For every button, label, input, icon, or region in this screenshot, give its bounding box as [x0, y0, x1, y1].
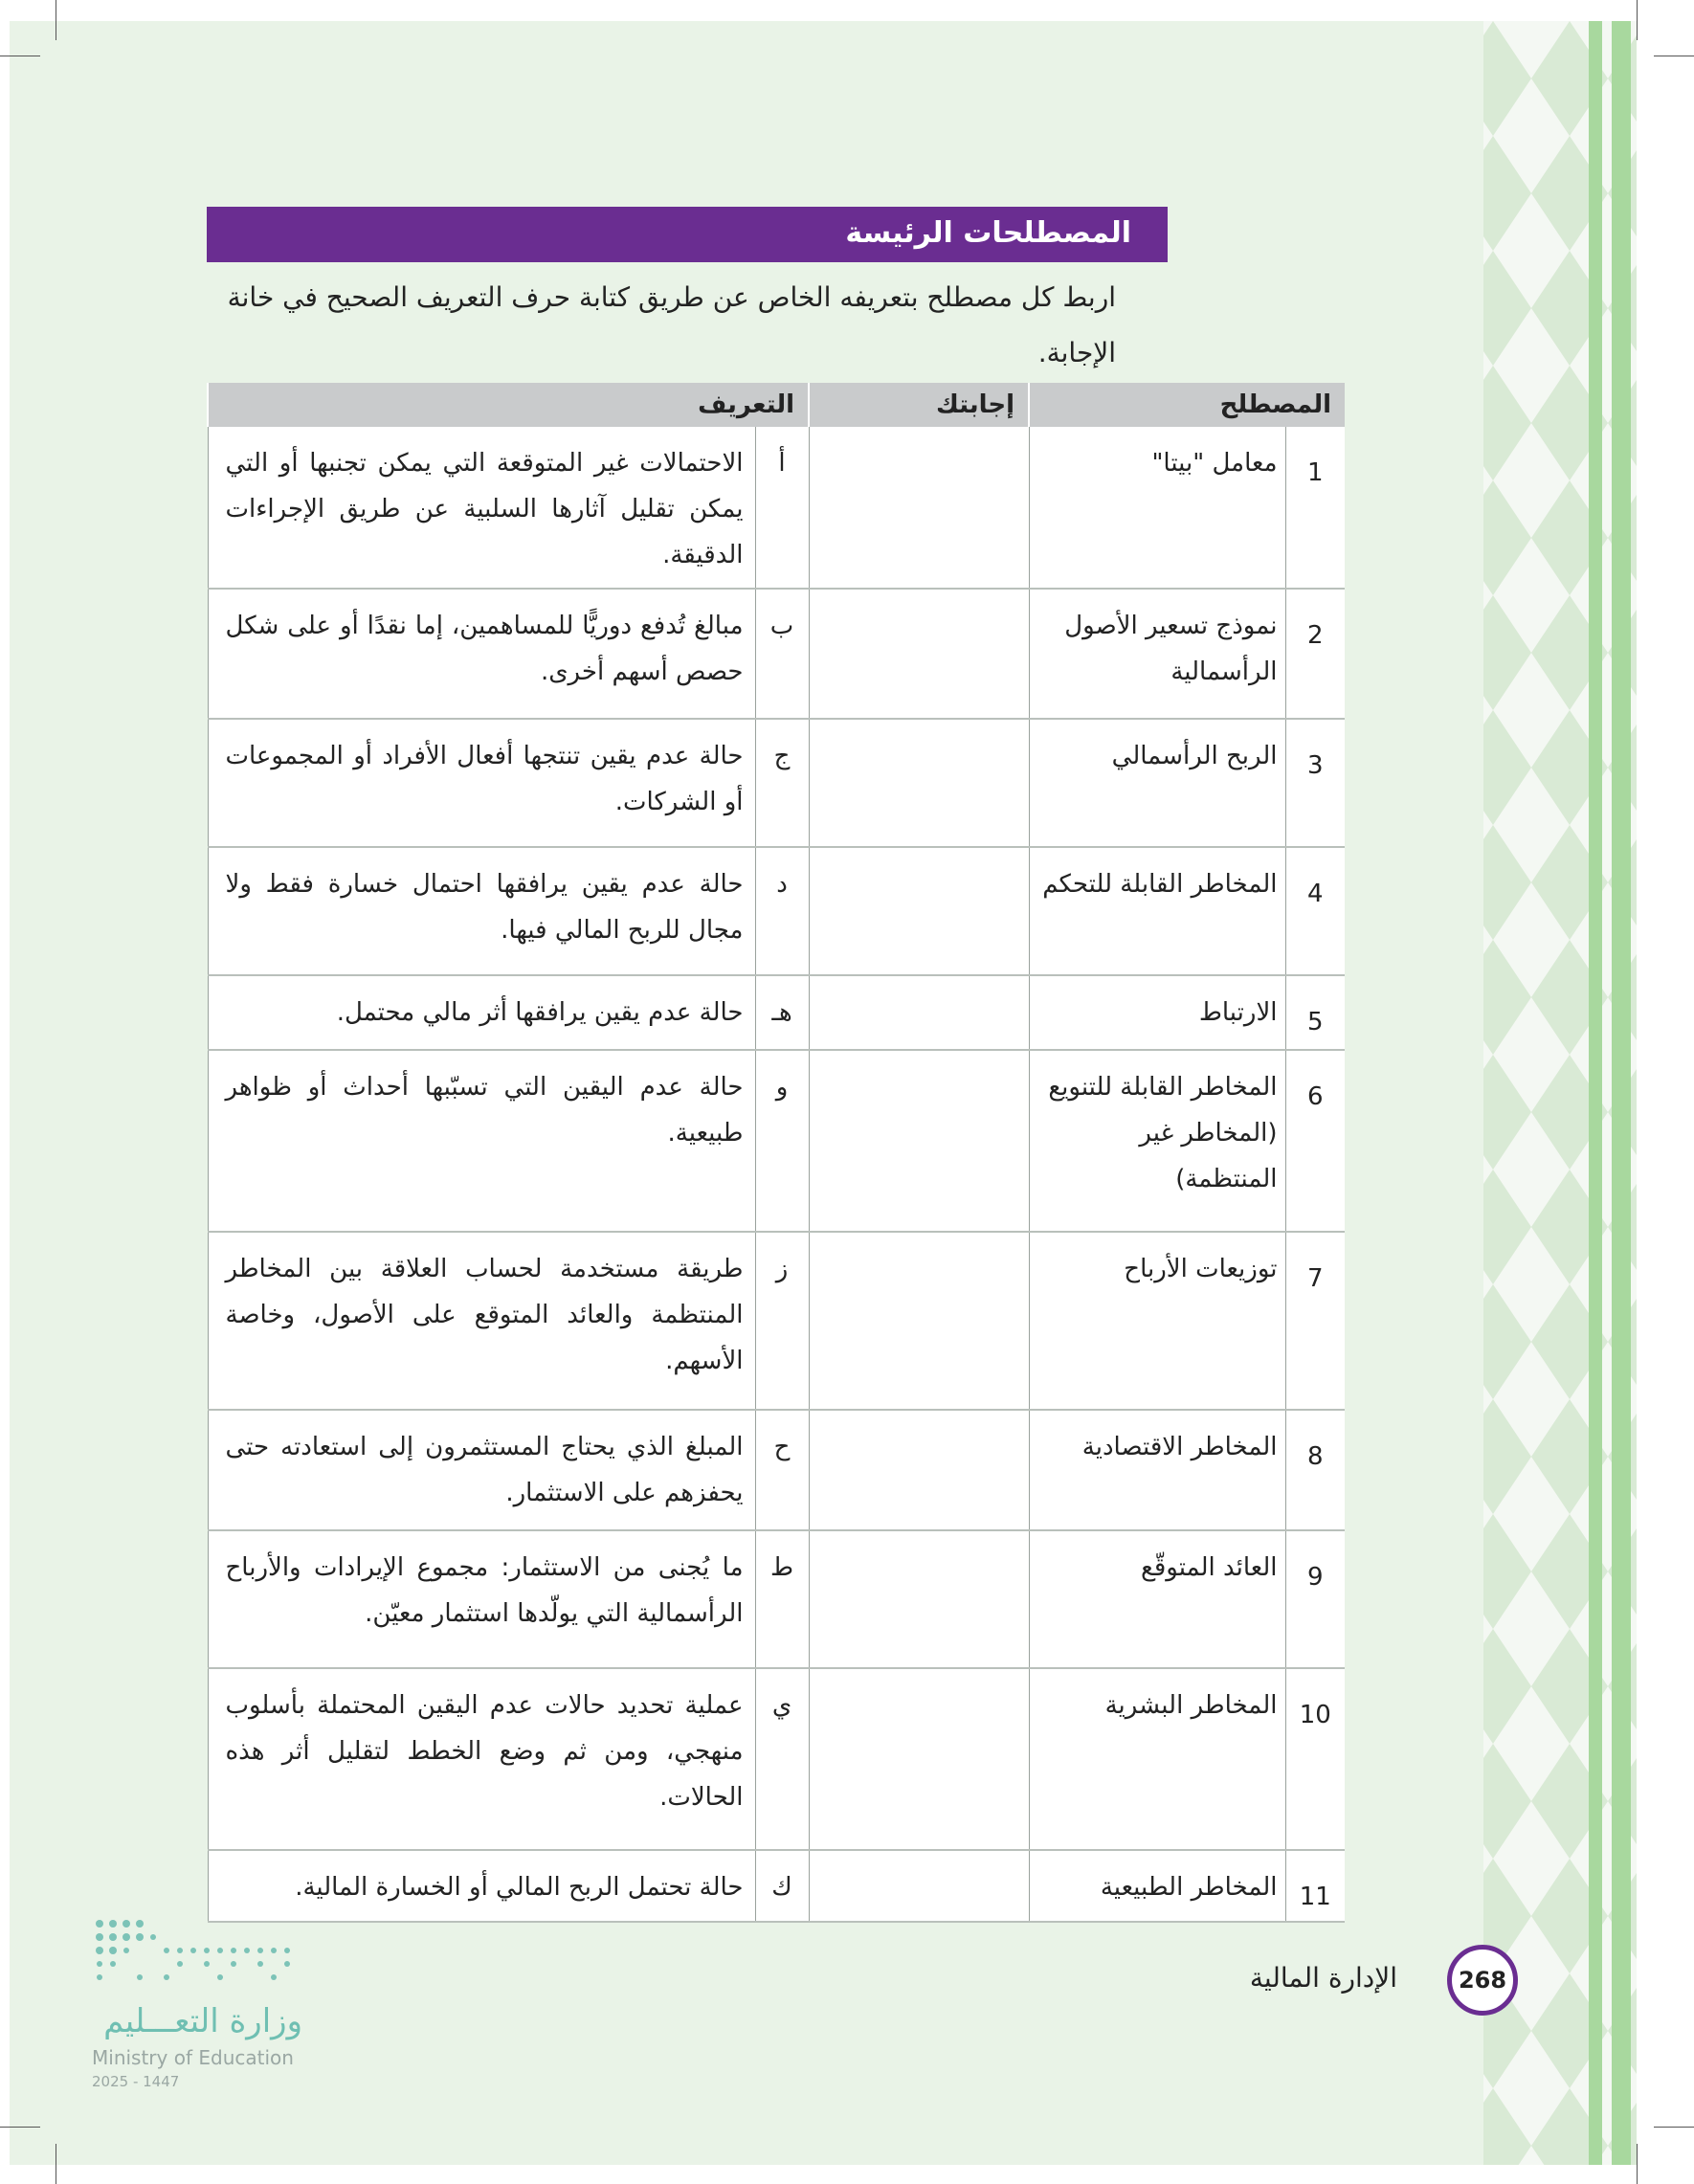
row-number: 11: [1285, 1850, 1345, 1922]
definition-letter: أ: [755, 427, 809, 589]
row-number: 7: [1285, 1232, 1345, 1410]
row-number: 1: [1285, 427, 1345, 589]
answer-cell[interactable]: [809, 1850, 1029, 1922]
terms-table: [207, 383, 1345, 1923]
term-cell: المخاطر البشرية: [1029, 1668, 1285, 1850]
crop-mark: [0, 2127, 40, 2128]
header-term: المصطلح: [1029, 383, 1345, 427]
answer-cell[interactable]: [809, 719, 1029, 847]
answer-cell[interactable]: [809, 847, 1029, 975]
table-row: [208, 1850, 1345, 1922]
definition-letter: د: [755, 847, 809, 975]
row-number: 8: [1285, 1410, 1345, 1530]
answer-cell[interactable]: [809, 1668, 1029, 1850]
definition-letter: ك: [755, 1850, 809, 1922]
term-cell: معامل "بيتا": [1029, 427, 1285, 589]
row-number: 6: [1285, 1050, 1345, 1232]
definition-letter: هـ: [755, 975, 809, 1050]
definition-letter: ي: [755, 1668, 809, 1850]
header-answer: إجابتك: [809, 383, 1029, 427]
definition-cell: حالة عدم يقين يرافقها احتمال خسارة فقط ولا مجال للربح المالي فيها.: [208, 847, 755, 975]
definition-letter: ج: [755, 719, 809, 847]
row-number: 9: [1285, 1530, 1345, 1668]
term-cell: المخاطر الطبيعية: [1029, 1850, 1285, 1922]
crop-mark: [1654, 2127, 1694, 2128]
table-row: [208, 1232, 1345, 1410]
table-row: [208, 1530, 1345, 1668]
definition-letter: ط: [755, 1530, 809, 1668]
definition-letter: و: [755, 1050, 809, 1232]
definition-cell: حالة عدم يقين تنتجها أفعال الأفراد أو المجموعات أو الشركات.: [208, 719, 755, 847]
term-cell: المخاطر القابلة للتنويع (المخاطر غير المنتظمة): [1029, 1050, 1285, 1232]
term-cell: العائد المتوقّع: [1029, 1530, 1285, 1668]
table-header-row: [208, 383, 1345, 427]
definition-cell: حالة تحتمل الربح المالي أو الخسارة المالية.: [208, 1850, 755, 1922]
header-definition: التعريف: [208, 383, 809, 427]
row-number: 2: [1285, 589, 1345, 719]
instructions-text: اربط كل مصطلح بتعريفه الخاص عن طريق كتابة حرف التعريف الصحيح في خانة الإجابة.: [227, 281, 1116, 368]
section-title: المصطلحات الرئيسة: [207, 207, 1168, 262]
definition-letter: ب: [755, 589, 809, 719]
answer-cell[interactable]: [809, 427, 1029, 589]
definition-cell: المبلغ الذي يحتاج المستثمرون إلى استعادته حتى يحفزهم على الاستثمار.: [208, 1410, 755, 1530]
logo-arabic-text: وزارة التعـــليم: [103, 2002, 302, 2040]
table-row: [208, 1050, 1345, 1232]
decorative-pattern-band: [1483, 21, 1637, 2165]
crop-mark: [1637, 0, 1638, 40]
definition-cell: ما يُجنى من الاستثمار: مجموع الإيرادات والأرباح الرأسمالية التي يولّدها استثمار معيّن.: [208, 1530, 755, 1668]
definition-cell: حالة عدم اليقين التي تسبّبها أحداث أو ظواهر طبيعية.: [208, 1050, 755, 1232]
answer-cell[interactable]: [809, 589, 1029, 719]
answer-cell[interactable]: [809, 1232, 1029, 1410]
term-cell: الربح الرأسمالي: [1029, 719, 1285, 847]
table-row: [208, 1668, 1345, 1850]
definition-cell: عملية تحديد حالات عدم اليقين المحتملة بأسلوب منهجي، ومن ثم وضع الخطط لتقليل أثر هذه الحالات.: [208, 1668, 755, 1850]
row-number: 4: [1285, 847, 1345, 975]
definition-cell: طريقة مستخدمة لحساب العلاقة بين المخاطر المنتظمة والعائد المتوقع على الأصول، وخاصة الأسهم.: [208, 1232, 755, 1410]
term-cell: الارتباط: [1029, 975, 1285, 1050]
answer-cell[interactable]: [809, 1410, 1029, 1530]
table-row: [208, 427, 1345, 589]
definition-cell: الاحتمالات غير المتوقعة التي يمكن تجنبها أو التي يمكن تقليل آثارها السلبية عن طريق الإجراءات الدقيقة.: [208, 427, 755, 589]
chapter-title: الإدارة المالية: [1249, 1962, 1397, 1994]
term-cell: توزيعات الأرباح: [1029, 1232, 1285, 1410]
table-row: [208, 589, 1345, 719]
table-row: [208, 847, 1345, 975]
logo-english-text: Ministry of Education: [92, 2046, 294, 2069]
row-number: 10: [1285, 1668, 1345, 1850]
table-row: [208, 719, 1345, 847]
definition-letter: ز: [755, 1232, 809, 1410]
page-number: 268: [1447, 1945, 1518, 2016]
crop-mark: [1637, 2144, 1638, 2184]
answer-cell[interactable]: [809, 1530, 1029, 1668]
term-cell: المخاطر الاقتصادية: [1029, 1410, 1285, 1530]
row-number: 3: [1285, 719, 1345, 847]
definition-cell: حالة عدم يقين يرافقها أثر مالي محتمل.: [208, 975, 755, 1050]
definition-cell: مبالغ تُدفع دوريًّا للمساهمين، إما نقدًا أو على شكل حصص أسهم أخرى.: [208, 589, 755, 719]
definition-letter: ح: [755, 1410, 809, 1530]
answer-cell[interactable]: [809, 975, 1029, 1050]
table-row: [208, 1410, 1345, 1530]
answer-cell[interactable]: [809, 1050, 1029, 1232]
row-number: 5: [1285, 975, 1345, 1050]
term-cell: نموذج تسعير الأصول الرأسمالية: [1029, 589, 1285, 719]
term-cell: المخاطر القابلة للتحكم: [1029, 847, 1285, 975]
table-row: [208, 975, 1345, 1050]
logo-year-text: 2025 - 1447: [92, 2073, 180, 2090]
